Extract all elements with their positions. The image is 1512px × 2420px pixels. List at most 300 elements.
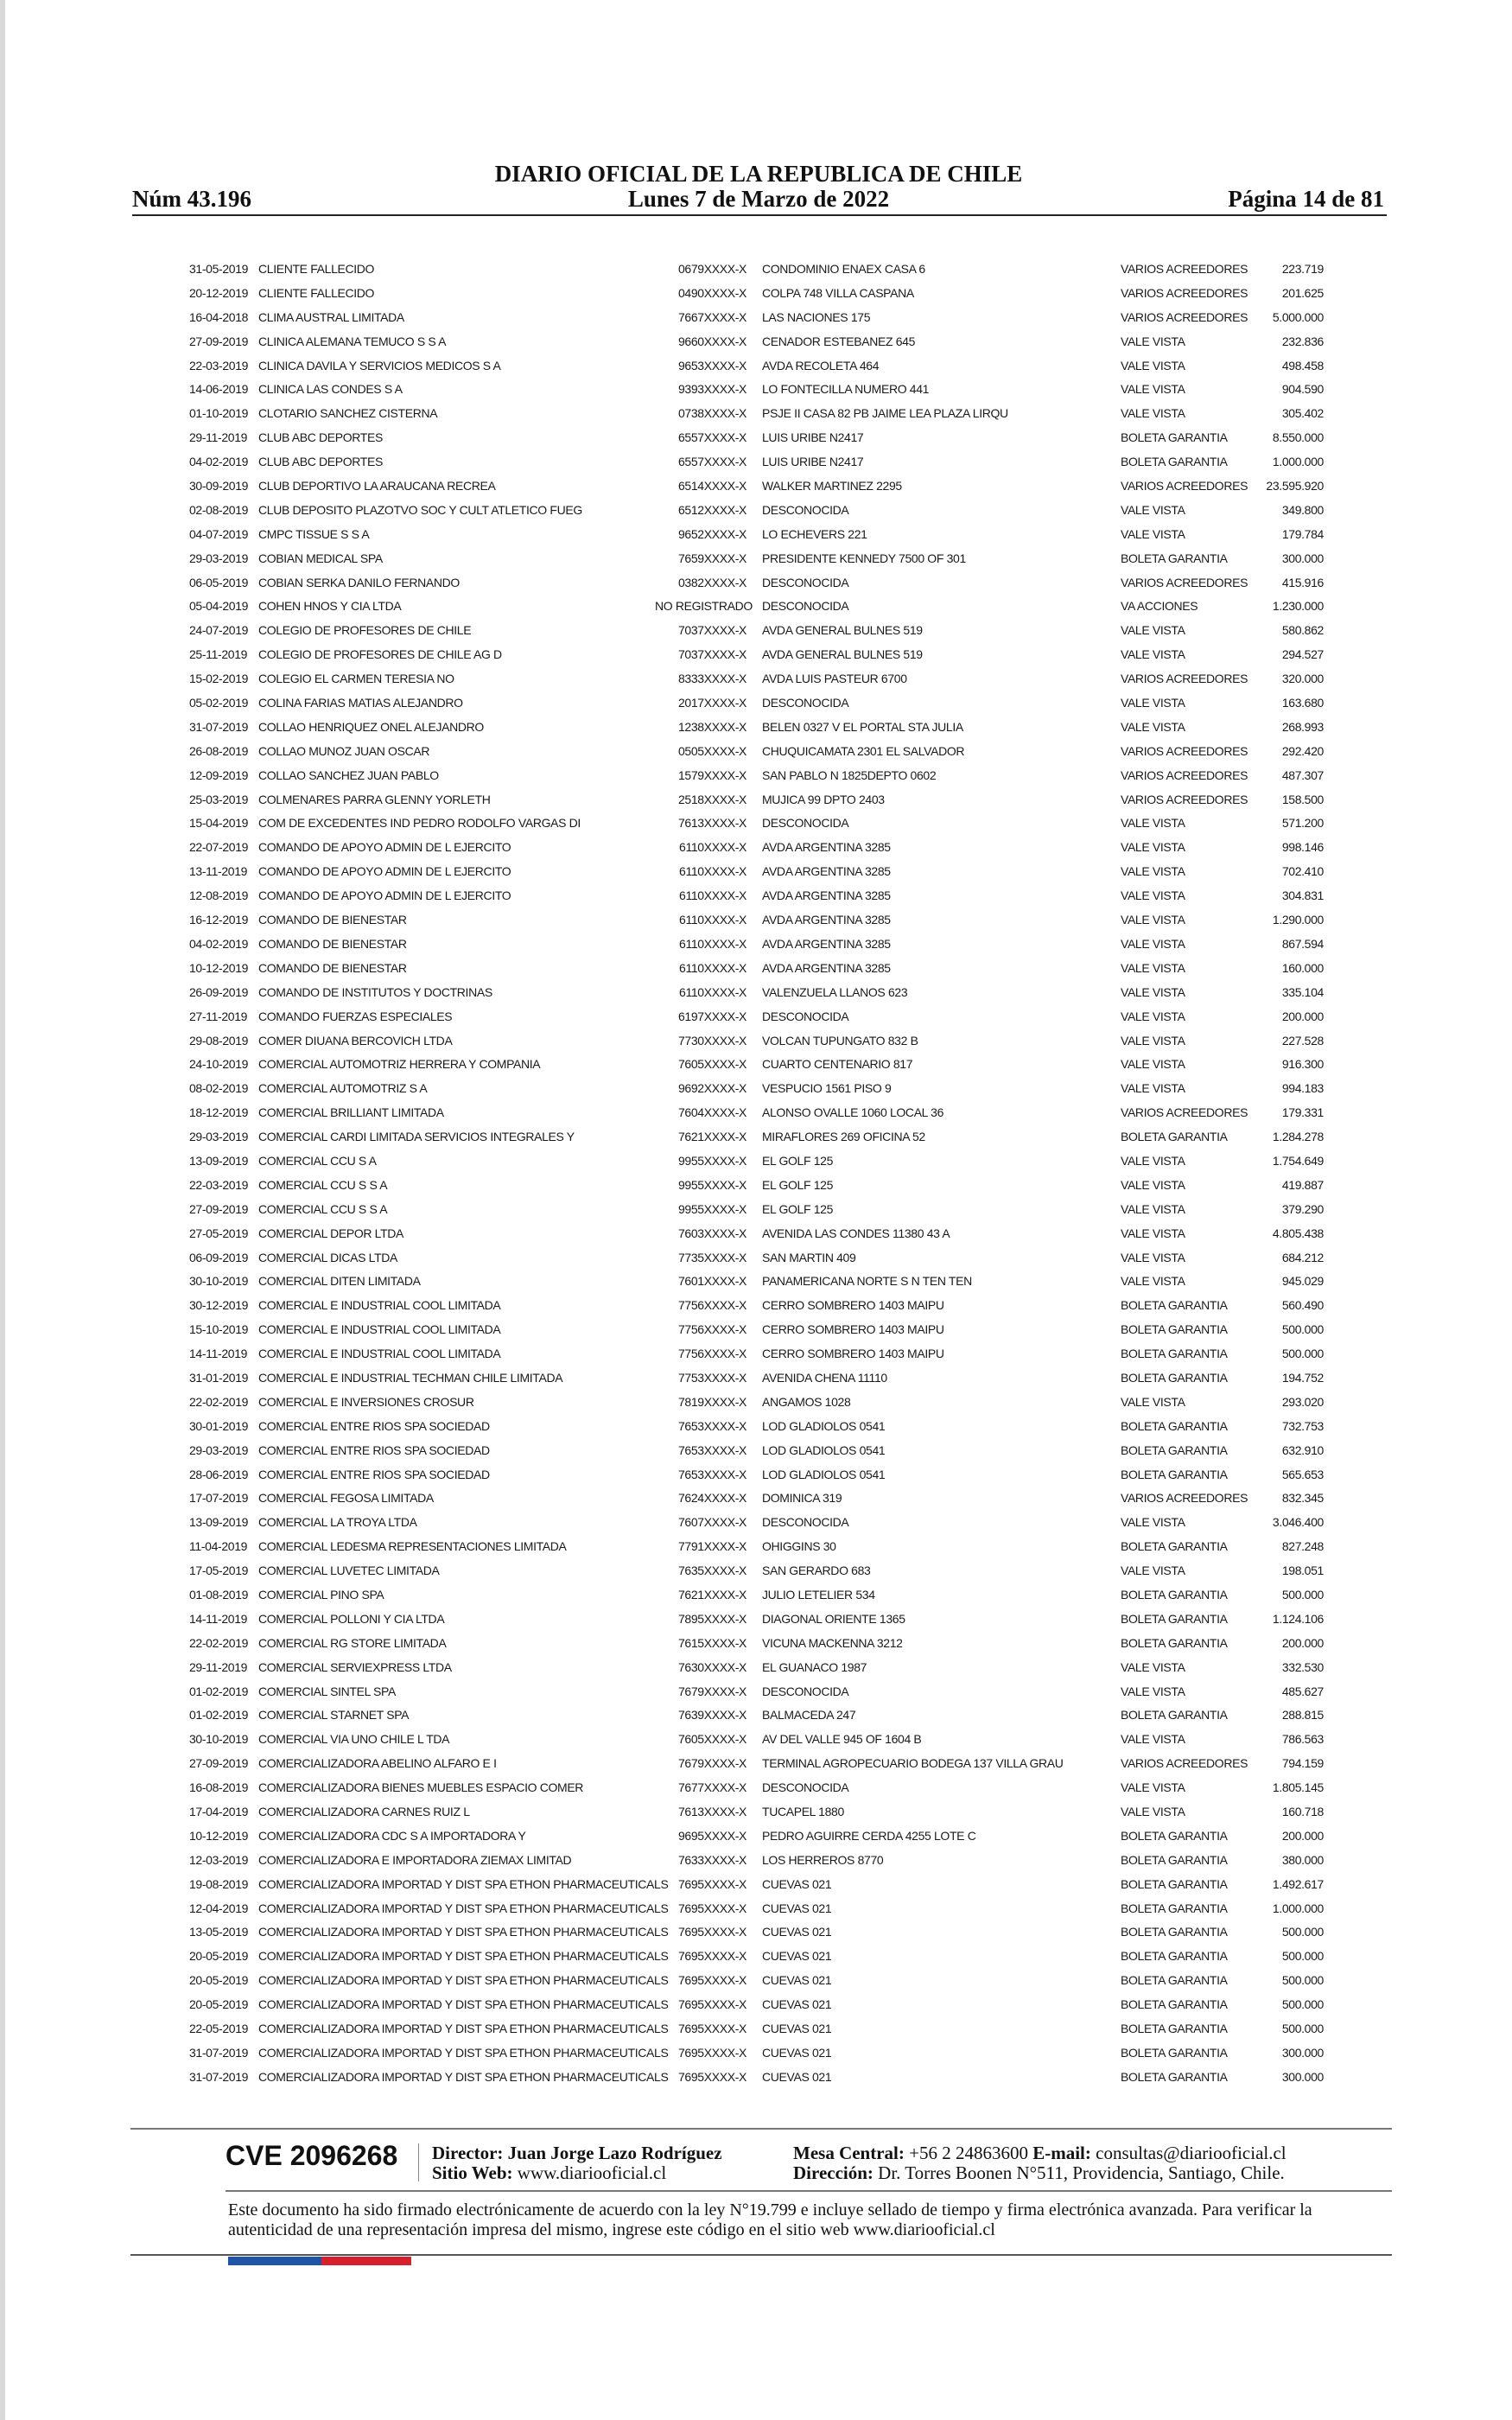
table-row <box>5 1849 1512 1873</box>
row-amount: 732.753 <box>1281 1418 1324 1433</box>
row-rut: 7695XXXX-X <box>678 1949 746 1964</box>
row-address: LOD GLADIOLOS 0541 <box>762 1418 886 1433</box>
row-rut: 7635XXXX-X <box>678 1563 746 1578</box>
row-address: CUEVAS 021 <box>762 1901 832 1915</box>
row-date: 10-12-2019 <box>189 1828 249 1843</box>
row-amount: 415.916 <box>1281 575 1324 589</box>
row-rut: 7621XXXX-X <box>678 1587 746 1602</box>
row-type: VALE VISTA <box>1121 1081 1185 1096</box>
row-name: COM DE EXCEDENTES IND PEDRO RODOLFO VARGAS DI <box>258 816 581 831</box>
row-rut: 7630XXXX-X <box>678 1659 746 1674</box>
row-type: BOLETA GARANTIA <box>1121 1611 1228 1626</box>
row-rut: 7679XXXX-X <box>678 1756 746 1771</box>
row-amount: 160.000 <box>1281 960 1324 975</box>
row-address: AVDA ARGENTINA 3285 <box>762 913 891 927</box>
table-row <box>5 450 1512 474</box>
site-label: Sitio Web: <box>432 2162 513 2183</box>
row-type: VALE VISTA <box>1121 1153 1185 1168</box>
row-address: CUEVAS 021 <box>762 1876 832 1891</box>
row-type: BOLETA GARANTIA <box>1121 2022 1228 2036</box>
row-rut: 7695XXXX-X <box>678 1901 746 1915</box>
row-date: 14-11-2019 <box>189 1611 248 1626</box>
row-amount: 916.300 <box>1281 1057 1324 1072</box>
row-name: COLINA FARIAS MATIAS ALEJANDRO <box>258 696 463 710</box>
table-row <box>5 1511 1512 1535</box>
row-address: VALENZUELA LLANOS 623 <box>762 984 908 999</box>
row-rut: 7613XXXX-X <box>678 816 746 831</box>
row-name: COMANDO DE INSTITUTOS Y DOCTRINAS <box>258 984 492 999</box>
row-type: BOLETA GARANTIA <box>1121 1370 1228 1385</box>
row-rut: 6557XXXX-X <box>678 455 746 469</box>
footer-rule-bottom <box>130 2254 1392 2256</box>
row-amount: 223.719 <box>1281 262 1324 276</box>
row-name: COMERCIAL POLLONI Y CIA LTDA <box>258 1611 445 1626</box>
table-row <box>5 764 1512 788</box>
row-date: 17-05-2019 <box>189 1563 249 1578</box>
flag-stripe-blue <box>228 2257 321 2265</box>
row-amount: 305.402 <box>1281 406 1324 421</box>
row-type: BOLETA GARANTIA <box>1121 430 1228 445</box>
row-amount: 198.051 <box>1281 1563 1324 1578</box>
row-address: CERRO SOMBRERO 1403 MAIPU <box>762 1298 944 1313</box>
row-address: AV DEL VALLE 945 OF 1604 B <box>762 1732 922 1747</box>
row-name: CLUB DEPORTIVO LA ARAUCANA RECREA <box>258 479 496 494</box>
row-rut: 7756XXXX-X <box>678 1298 746 1313</box>
row-name: COMERCIAL LEDESMA REPRESENTACIONES LIMITADA <box>258 1539 567 1554</box>
row-date: 04-07-2019 <box>189 526 249 541</box>
row-date: 06-05-2019 <box>189 575 249 589</box>
row-type: BOLETA GARANTIA <box>1121 1539 1228 1554</box>
row-amount: 349.800 <box>1281 502 1324 517</box>
row-amount: 4.805.438 <box>1272 1226 1324 1240</box>
row-rut: 7677XXXX-X <box>678 1780 746 1795</box>
row-amount: 1.000.000 <box>1272 455 1324 469</box>
row-name: CMPC TISSUE S S A <box>258 526 370 541</box>
table-row <box>5 306 1512 330</box>
table-row <box>5 1101 1512 1125</box>
row-name: COMERCIAL SERVIEXPRESS LTDA <box>258 1659 452 1674</box>
row-address: DESCONOCIDA <box>762 1684 849 1698</box>
row-rut: 7695XXXX-X <box>678 1997 746 2012</box>
row-date: 27-09-2019 <box>189 1756 249 1771</box>
row-amount: 158.500 <box>1281 792 1324 806</box>
row-name: CLIENTE FALLECIDO <box>258 262 375 276</box>
row-date: 30-10-2019 <box>189 1732 249 1747</box>
row-address: CENADOR ESTEBANEZ 645 <box>762 334 916 348</box>
table-row <box>5 1053 1512 1077</box>
row-amount: 332.530 <box>1281 1659 1324 1674</box>
row-name: COLLAO HENRIQUEZ ONEL ALEJANDRO <box>258 719 484 734</box>
row-amount: 500.000 <box>1281 1949 1324 1964</box>
row-type: BOLETA GARANTIA <box>1121 1347 1228 1361</box>
row-date: 29-11-2019 <box>189 1659 248 1674</box>
row-amount: 904.590 <box>1281 382 1324 397</box>
row-rut: 9660XXXX-X <box>678 334 746 348</box>
row-amount: 380.000 <box>1281 1852 1324 1867</box>
director-label: Director: <box>432 2143 504 2163</box>
document-page <box>5 0 1512 2420</box>
row-rut: 7695XXXX-X <box>678 1925 746 1939</box>
row-name: COMERCIAL ENTRE RIOS SPA SOCIEDAD <box>258 1418 490 1433</box>
row-rut: 7605XXXX-X <box>678 1732 746 1747</box>
table-row <box>5 547 1512 571</box>
row-rut: 7730XXXX-X <box>678 1033 746 1048</box>
row-rut: 2017XXXX-X <box>678 696 746 710</box>
footer-separator <box>418 2143 419 2181</box>
row-rut: 9955XXXX-X <box>678 1177 746 1192</box>
row-rut: 6514XXXX-X <box>678 479 746 494</box>
table-row <box>5 1294 1512 1318</box>
footer-rule-top <box>130 2128 1392 2130</box>
row-amount: 379.290 <box>1281 1201 1324 1216</box>
table-row <box>5 2041 1512 2066</box>
row-date: 20-05-2019 <box>189 1973 249 1988</box>
row-name: COMERCIALIZADORA IMPORTAD Y DIST SPA ETHON PHARMACEUTICALS <box>258 1973 669 1988</box>
footer-contact-block <box>793 2143 1286 2183</box>
row-type: VARIOS ACREEDORES <box>1121 262 1248 276</box>
row-rut: 7679XXXX-X <box>678 1684 746 1698</box>
row-amount: 200.000 <box>1281 1009 1324 1023</box>
row-amount: 232.836 <box>1281 334 1324 348</box>
row-rut: 0490XXXX-X <box>678 285 746 300</box>
issue-number: Núm 43.196 <box>132 186 252 212</box>
row-address: JULIO LETELIER 534 <box>762 1587 875 1602</box>
footer-director-block <box>432 2143 722 2183</box>
row-address: AVDA ARGENTINA 3285 <box>762 960 891 975</box>
row-name: COMERCIAL FEGOSA LIMITADA <box>258 1491 434 1506</box>
row-address: AVDA GENERAL BULNES 519 <box>762 623 923 638</box>
row-rut: 7037XXXX-X <box>678 647 746 662</box>
mesa-label: Mesa Central: <box>793 2143 905 2163</box>
row-name: CLUB ABC DEPORTES <box>258 455 383 469</box>
row-address: LAS NACIONES 175 <box>762 309 871 324</box>
row-amount: 998.146 <box>1281 840 1324 855</box>
row-date: 16-08-2019 <box>189 1780 249 1795</box>
row-type: BOLETA GARANTIA <box>1121 1587 1228 1602</box>
publication-date: Lunes 7 de Marzo de 2022 <box>627 186 890 212</box>
row-amount: 1.000.000 <box>1272 1901 1324 1915</box>
table-row <box>5 1125 1512 1150</box>
row-amount: 565.653 <box>1281 1467 1324 1481</box>
table-row <box>5 1608 1512 1632</box>
row-name: COMERCIALIZADORA IMPORTAD Y DIST SPA ETHON PHARMACEUTICALS <box>258 1901 669 1915</box>
row-name: COMANDO DE APOYO ADMIN DE L EJERCITO <box>258 888 511 903</box>
row-type: BOLETA GARANTIA <box>1121 455 1228 469</box>
row-date: 29-03-2019 <box>189 1442 249 1457</box>
row-type: VALE VISTA <box>1121 864 1185 879</box>
row-amount: 1.230.000 <box>1272 599 1324 614</box>
row-rut: 9653XXXX-X <box>678 358 746 373</box>
row-type: VALE VISTA <box>1121 1033 1185 1048</box>
row-name: COMERCIAL LUVETEC LIMITADA <box>258 1563 440 1578</box>
row-address: PRESIDENTE KENNEDY 7500 OF 301 <box>762 551 966 565</box>
row-type: VALE VISTA <box>1121 526 1185 541</box>
address-text: Dr. Torres Boonen N°511, Providencia, Santiago, Chile. <box>878 2162 1285 2183</box>
flag-stripe-red <box>321 2257 411 2265</box>
row-date: 12-03-2019 <box>189 1852 249 1867</box>
row-amount: 867.594 <box>1281 936 1324 951</box>
row-type: BOLETA GARANTIA <box>1121 551 1228 565</box>
row-date: 27-05-2019 <box>189 1226 249 1240</box>
row-type: BOLETA GARANTIA <box>1121 1130 1228 1144</box>
table-row <box>5 1680 1512 1704</box>
row-amount: 786.563 <box>1281 1732 1324 1747</box>
row-amount: 1.124.106 <box>1272 1611 1324 1626</box>
row-name: COLLAO SANCHEZ JUAN PABLO <box>258 767 439 782</box>
table-row <box>5 1825 1512 1849</box>
row-address: CUEVAS 021 <box>762 2045 832 2060</box>
row-amount: 487.307 <box>1281 767 1324 782</box>
row-amount: 500.000 <box>1281 1973 1324 1988</box>
row-name: COMERCIALIZADORA IMPORTAD Y DIST SPA ETHON PHARMACEUTICALS <box>258 1997 669 2012</box>
row-address: CERRO SOMBRERO 1403 MAIPU <box>762 1322 944 1337</box>
row-date: 31-01-2019 <box>189 1370 249 1385</box>
table-row <box>5 1029 1512 1054</box>
row-type: BOLETA GARANTIA <box>1121 1418 1228 1433</box>
row-name: COMANDO DE BIENESTAR <box>258 960 407 975</box>
row-type: VALE VISTA <box>1121 1250 1185 1264</box>
table-row <box>5 1366 1512 1391</box>
table-row <box>5 1077 1512 1101</box>
row-rut: 0738XXXX-X <box>678 406 746 421</box>
row-address: BELEN 0327 V EL PORTAL STA JULIA <box>762 719 963 734</box>
row-amount: 485.627 <box>1281 1684 1324 1698</box>
row-amount: 500.000 <box>1281 1347 1324 1361</box>
row-amount: 300.000 <box>1281 2069 1324 2084</box>
table-row <box>5 716 1512 740</box>
row-type: VA ACCIONES <box>1121 599 1198 614</box>
row-rut: 7633XXXX-X <box>678 1852 746 1867</box>
table-row <box>5 402 1512 426</box>
row-rut: 7639XXXX-X <box>678 1708 746 1723</box>
row-rut: 7653XXXX-X <box>678 1418 746 1433</box>
publication-title: DIARIO OFICIAL DE LA REPUBLICA DE CHILE <box>494 161 1023 187</box>
table-row <box>5 1873 1512 1897</box>
row-name: COBIAN SERKA DANILO FERNANDO <box>258 575 460 589</box>
row-date: 22-03-2019 <box>189 1177 249 1192</box>
site-link[interactable]: www.diariooficial.cl <box>517 2162 667 2183</box>
table-row <box>5 1920 1512 1945</box>
row-address: ALONSO OVALLE 1060 LOCAL 36 <box>762 1105 944 1120</box>
row-type: VALE VISTA <box>1121 1515 1185 1530</box>
row-date: 20-05-2019 <box>189 1949 249 1964</box>
row-amount: 3.046.400 <box>1272 1515 1324 1530</box>
row-rut: 7695XXXX-X <box>678 1876 746 1891</box>
row-type: VALE VISTA <box>1121 382 1185 397</box>
row-address: AVDA ARGENTINA 3285 <box>762 936 891 951</box>
row-rut: 7607XXXX-X <box>678 1515 746 1530</box>
row-name: COMERCIAL CCU S S A <box>258 1177 388 1192</box>
row-type: VALE VISTA <box>1121 1226 1185 1240</box>
header-rule <box>132 214 1387 216</box>
row-amount: 827.248 <box>1281 1539 1324 1554</box>
email-link[interactable]: consultas@diariooficial.cl <box>1096 2143 1286 2163</box>
table-row <box>5 523 1512 547</box>
row-amount: 300.000 <box>1281 551 1324 565</box>
table-row <box>5 667 1512 691</box>
row-rut: 7653XXXX-X <box>678 1467 746 1481</box>
row-date: 19-08-2019 <box>189 1876 249 1891</box>
row-date: 04-02-2019 <box>189 455 249 469</box>
row-rut: 7605XXXX-X <box>678 1057 746 1072</box>
table-row <box>5 474 1512 499</box>
row-name: COMERCIAL SINTEL SPA <box>258 1684 396 1698</box>
row-type: VARIOS ACREEDORES <box>1121 743 1248 758</box>
row-date: 22-02-2019 <box>189 1635 249 1650</box>
row-name: COLEGIO DE PROFESORES DE CHILE <box>258 623 472 638</box>
row-address: COLPA 748 VILLA CASPANA <box>762 285 914 300</box>
row-address: DESCONOCIDA <box>762 816 849 831</box>
row-address: LOD GLADIOLOS 0541 <box>762 1442 886 1457</box>
row-address: LO FONTECILLA NUMERO 441 <box>762 382 930 397</box>
table-row <box>5 884 1512 908</box>
row-name: COMERCIAL PINO SPA <box>258 1587 384 1602</box>
row-type: VALE VISTA <box>1121 1177 1185 1192</box>
row-amount: 1.805.145 <box>1272 1780 1324 1795</box>
row-rut: 7756XXXX-X <box>678 1347 746 1361</box>
table-row <box>5 812 1512 836</box>
row-amount: 571.200 <box>1281 816 1324 831</box>
table-row <box>5 1415 1512 1439</box>
row-name: CLUB ABC DEPORTES <box>258 430 383 445</box>
row-address: AVENIDA CHENA 11110 <box>762 1370 887 1385</box>
row-address: AVDA ARGENTINA 3285 <box>762 888 891 903</box>
table-row <box>5 1270 1512 1294</box>
row-type: VALE VISTA <box>1121 719 1185 734</box>
row-rut: 6110XXXX-X <box>679 888 746 903</box>
table-row <box>5 1945 1512 1969</box>
row-date: 28-06-2019 <box>189 1467 249 1481</box>
table-row <box>5 1776 1512 1800</box>
row-name: COMERCIAL CCU S S A <box>258 1201 388 1216</box>
row-type: BOLETA GARANTIA <box>1121 1852 1228 1867</box>
table-row <box>5 1993 1512 2017</box>
table-row <box>5 691 1512 716</box>
row-date: 01-10-2019 <box>189 406 249 421</box>
row-date: 22-03-2019 <box>189 358 249 373</box>
row-type: BOLETA GARANTIA <box>1121 2045 1228 2060</box>
table-row <box>5 1704 1512 1728</box>
row-rut: 6110XXXX-X <box>679 960 746 975</box>
row-amount: 419.887 <box>1281 1177 1324 1192</box>
row-date: 05-02-2019 <box>189 696 249 710</box>
row-name: COMERCIAL E INVERSIONES CROSUR <box>258 1394 474 1409</box>
row-rut: 7735XXXX-X <box>678 1250 746 1264</box>
row-name: COMERCIALIZADORA ABELINO ALFARO E I <box>258 1756 497 1771</box>
row-rut: 0505XXXX-X <box>678 743 746 758</box>
row-rut: 7695XXXX-X <box>678 1973 746 1988</box>
row-name: COMERCIALIZADORA IMPORTAD Y DIST SPA ETHON PHARMACEUTICALS <box>258 1876 669 1891</box>
row-date: 16-04-2018 <box>189 309 249 324</box>
row-amount: 1.290.000 <box>1272 913 1324 927</box>
row-date: 31-07-2019 <box>189 2045 249 2060</box>
row-address: LO ECHEVERS 221 <box>762 526 867 541</box>
row-rut: 9692XXXX-X <box>678 1081 746 1096</box>
email-label: E-mail: <box>1032 2143 1091 2163</box>
row-address: CONDOMINIO ENAEX CASA 6 <box>762 262 925 276</box>
row-rut: 0382XXXX-X <box>678 575 746 589</box>
row-type: VALE VISTA <box>1121 840 1185 855</box>
row-amount: 794.159 <box>1281 1756 1324 1771</box>
row-rut: 8333XXXX-X <box>678 672 746 686</box>
row-date: 14-11-2019 <box>189 1347 248 1361</box>
row-address: LUIS URIBE N2417 <box>762 430 864 445</box>
row-date: 25-11-2019 <box>189 647 248 662</box>
row-date: 12-08-2019 <box>189 888 249 903</box>
row-amount: 8.550.000 <box>1272 430 1324 445</box>
row-type: BOLETA GARANTIA <box>1121 1322 1228 1337</box>
row-type: VARIOS ACREEDORES <box>1121 285 1248 300</box>
row-type: VALE VISTA <box>1121 960 1185 975</box>
row-date: 12-09-2019 <box>189 767 249 782</box>
row-type: VARIOS ACREEDORES <box>1121 1105 1248 1120</box>
row-name: COMANDO FUERZAS ESPECIALES <box>258 1009 453 1023</box>
row-rut: 6110XXXX-X <box>679 984 746 999</box>
row-rut: 7667XXXX-X <box>678 309 746 324</box>
row-type: VALE VISTA <box>1121 1659 1185 1674</box>
table-row <box>5 908 1512 933</box>
row-date: 01-02-2019 <box>189 1708 249 1723</box>
row-type: VALE VISTA <box>1121 334 1185 348</box>
row-address: CUEVAS 021 <box>762 1925 832 1939</box>
row-name: COMERCIALIZADORA IMPORTAD Y DIST SPA ETHON PHARMACEUTICALS <box>258 2069 669 2084</box>
table-row <box>5 595 1512 619</box>
row-type: VALE VISTA <box>1121 502 1185 517</box>
row-amount: 335.104 <box>1281 984 1324 999</box>
row-amount: 320.000 <box>1281 672 1324 686</box>
row-type: VARIOS ACREEDORES <box>1121 309 1248 324</box>
table-row <box>5 788 1512 812</box>
row-amount: 160.718 <box>1281 1805 1324 1818</box>
row-address: CERRO SOMBRERO 1403 MAIPU <box>762 1347 944 1361</box>
row-type: VALE VISTA <box>1121 1274 1185 1289</box>
row-type: VALE VISTA <box>1121 984 1185 999</box>
row-address: EL GOLF 125 <box>762 1201 834 1216</box>
row-date: 13-11-2019 <box>189 864 248 879</box>
row-type: VALE VISTA <box>1121 696 1185 710</box>
table-row <box>5 1969 1512 1993</box>
row-type: BOLETA GARANTIA <box>1121 1635 1228 1650</box>
table-row <box>5 1439 1512 1463</box>
row-date: 10-12-2019 <box>189 960 249 975</box>
row-type: VALE VISTA <box>1121 1057 1185 1072</box>
row-amount: 500.000 <box>1281 1997 1324 2012</box>
row-date: 20-12-2019 <box>189 285 249 300</box>
row-address: MUJICA 99 DPTO 2403 <box>762 792 885 806</box>
table-row <box>5 981 1512 1005</box>
table-row <box>5 2017 1512 2041</box>
row-date: 22-07-2019 <box>189 840 249 855</box>
table-row <box>5 258 1512 282</box>
row-rut: 6557XXXX-X <box>678 430 746 445</box>
row-type: VALE VISTA <box>1121 647 1185 662</box>
row-type: BOLETA GARANTIA <box>1121 1828 1228 1843</box>
row-date: 29-08-2019 <box>189 1033 249 1048</box>
row-amount: 832.345 <box>1281 1491 1324 1506</box>
row-amount: 684.212 <box>1281 1250 1324 1264</box>
row-type: VARIOS ACREEDORES <box>1121 672 1248 686</box>
row-rut: 7659XXXX-X <box>678 551 746 565</box>
row-date: 24-10-2019 <box>189 1057 249 1072</box>
row-name: CLIENTE FALLECIDO <box>258 285 375 300</box>
table-row <box>5 740 1512 764</box>
row-date: 11-04-2019 <box>189 1539 248 1554</box>
row-type: BOLETA GARANTIA <box>1121 1298 1228 1313</box>
row-type: VALE VISTA <box>1121 888 1185 903</box>
row-amount: 1.284.278 <box>1272 1130 1324 1144</box>
row-rut: 7615XXXX-X <box>678 1635 746 1650</box>
row-rut: 9652XXXX-X <box>678 526 746 541</box>
